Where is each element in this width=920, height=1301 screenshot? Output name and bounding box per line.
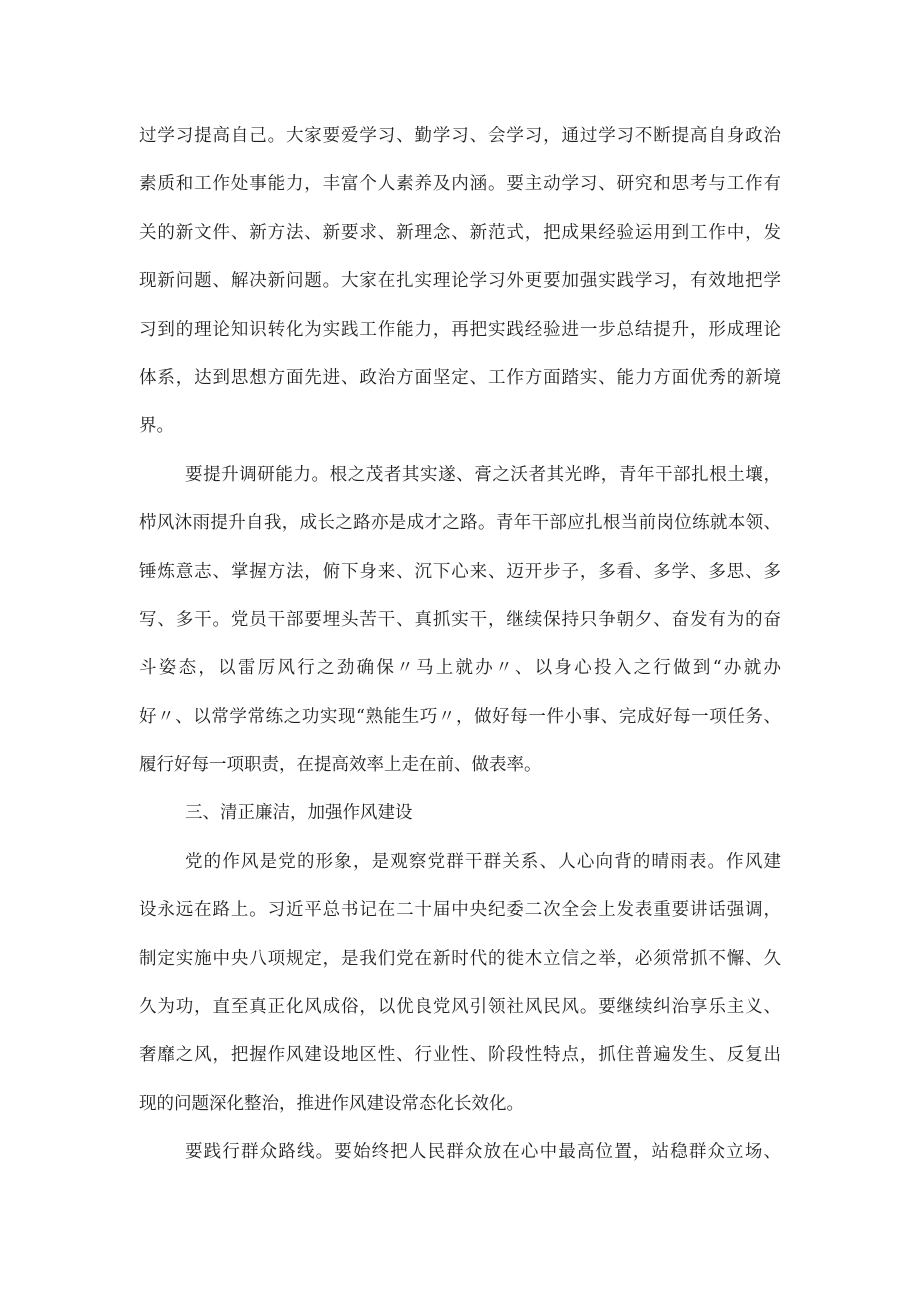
text-line: 设永远在路上。习近平总书记在二十届中央纪委二次全会上发表重要讲话强调， bbox=[139, 900, 781, 921]
text-line: 写、多干。党员干部要埋头苦干、真抓实干，继续保持只争朝夕、奋发有为的奋 bbox=[139, 609, 781, 630]
paragraph-research-ability bbox=[139, 451, 781, 790]
text-line: 界。 bbox=[139, 416, 174, 437]
paragraph-work-style bbox=[139, 838, 781, 1128]
text-line: 久为功，直至真正化风成俗，以优良党风引领社风民风。要继续纠治享乐主义、 bbox=[139, 997, 781, 1018]
text-line: 体系，达到思想方面先进、政治方面坚定、工作方面踏实、能力方面优秀的新境 bbox=[139, 367, 781, 388]
text-line: 现的问题深化整治，推进作风建设常态化长效化。 bbox=[139, 1093, 524, 1114]
text-line: 栉风沐雨提升自我，成长之路亦是成才之路。青年干部应扎根当前岗位练就本领、 bbox=[139, 513, 781, 534]
text-line: 锤炼意志、掌握方法，俯下身来、沉下心来、迈开步子，多看、多学、多思、多 bbox=[139, 561, 781, 582]
text-line: 习到的理论知识转化为实践工作能力，再把实践经验进一步总结提升，形成理论 bbox=[139, 319, 781, 340]
text-line: 关的新文件、新方法、新要求、新理念、新范式，把成果经验运用到工作中，发 bbox=[139, 222, 781, 243]
text-line: 过学习提高自己。大家要爱学习、勤学习、会学习，通过学习不断提高自身政治 bbox=[139, 126, 781, 146]
text-line: 要提升调研能力。根之茂者其实遂、膏之沃者其光晔，青年干部扎根土壤， bbox=[185, 464, 781, 485]
text-line: 奢靡之风，把握作风建设地区性、行业性、阶段性特点，抓住普遍发生、反复出 bbox=[139, 1045, 781, 1066]
text-line: 斗姿态，以雷厉风行之劲确保〃马上就办〃、以身心投入之行做到“办就办 bbox=[139, 658, 781, 679]
section-heading: 三、清正廉洁，加强作风建设 bbox=[185, 803, 413, 824]
paragraph-mass-line bbox=[139, 1128, 781, 1176]
text-line: 要践行群众路线。要始终把人民群众放在心中最高位置，站稳群众立场、 bbox=[185, 1142, 781, 1163]
text-line: 制定实施中央八项规定，是我们党在新时代的徙木立信之举，必须常抓不懈、久 bbox=[139, 948, 781, 969]
paragraph-continued bbox=[139, 112, 781, 451]
text-line: 履行好每一项职责，在提高效率上走在前、做表率。 bbox=[139, 755, 542, 776]
text-line: 党的作风是党的形象，是观察党群干群关系、人心向背的晴雨表。作风建 bbox=[185, 851, 781, 872]
text-line: 现新问题、解决新问题。大家在扎实理论学习外更要加强实践学习，有效地把学 bbox=[139, 271, 781, 292]
text-line: 素质和工作处事能力，丰富个人素养及内涵。要主动学习、研究和思考与工作有 bbox=[139, 174, 781, 195]
text-line: 好〃、以常学常练之功实现“熟能生巧〃，做好每一件小事、完成好每一项任务、 bbox=[139, 706, 781, 727]
document-body bbox=[139, 112, 781, 1177]
